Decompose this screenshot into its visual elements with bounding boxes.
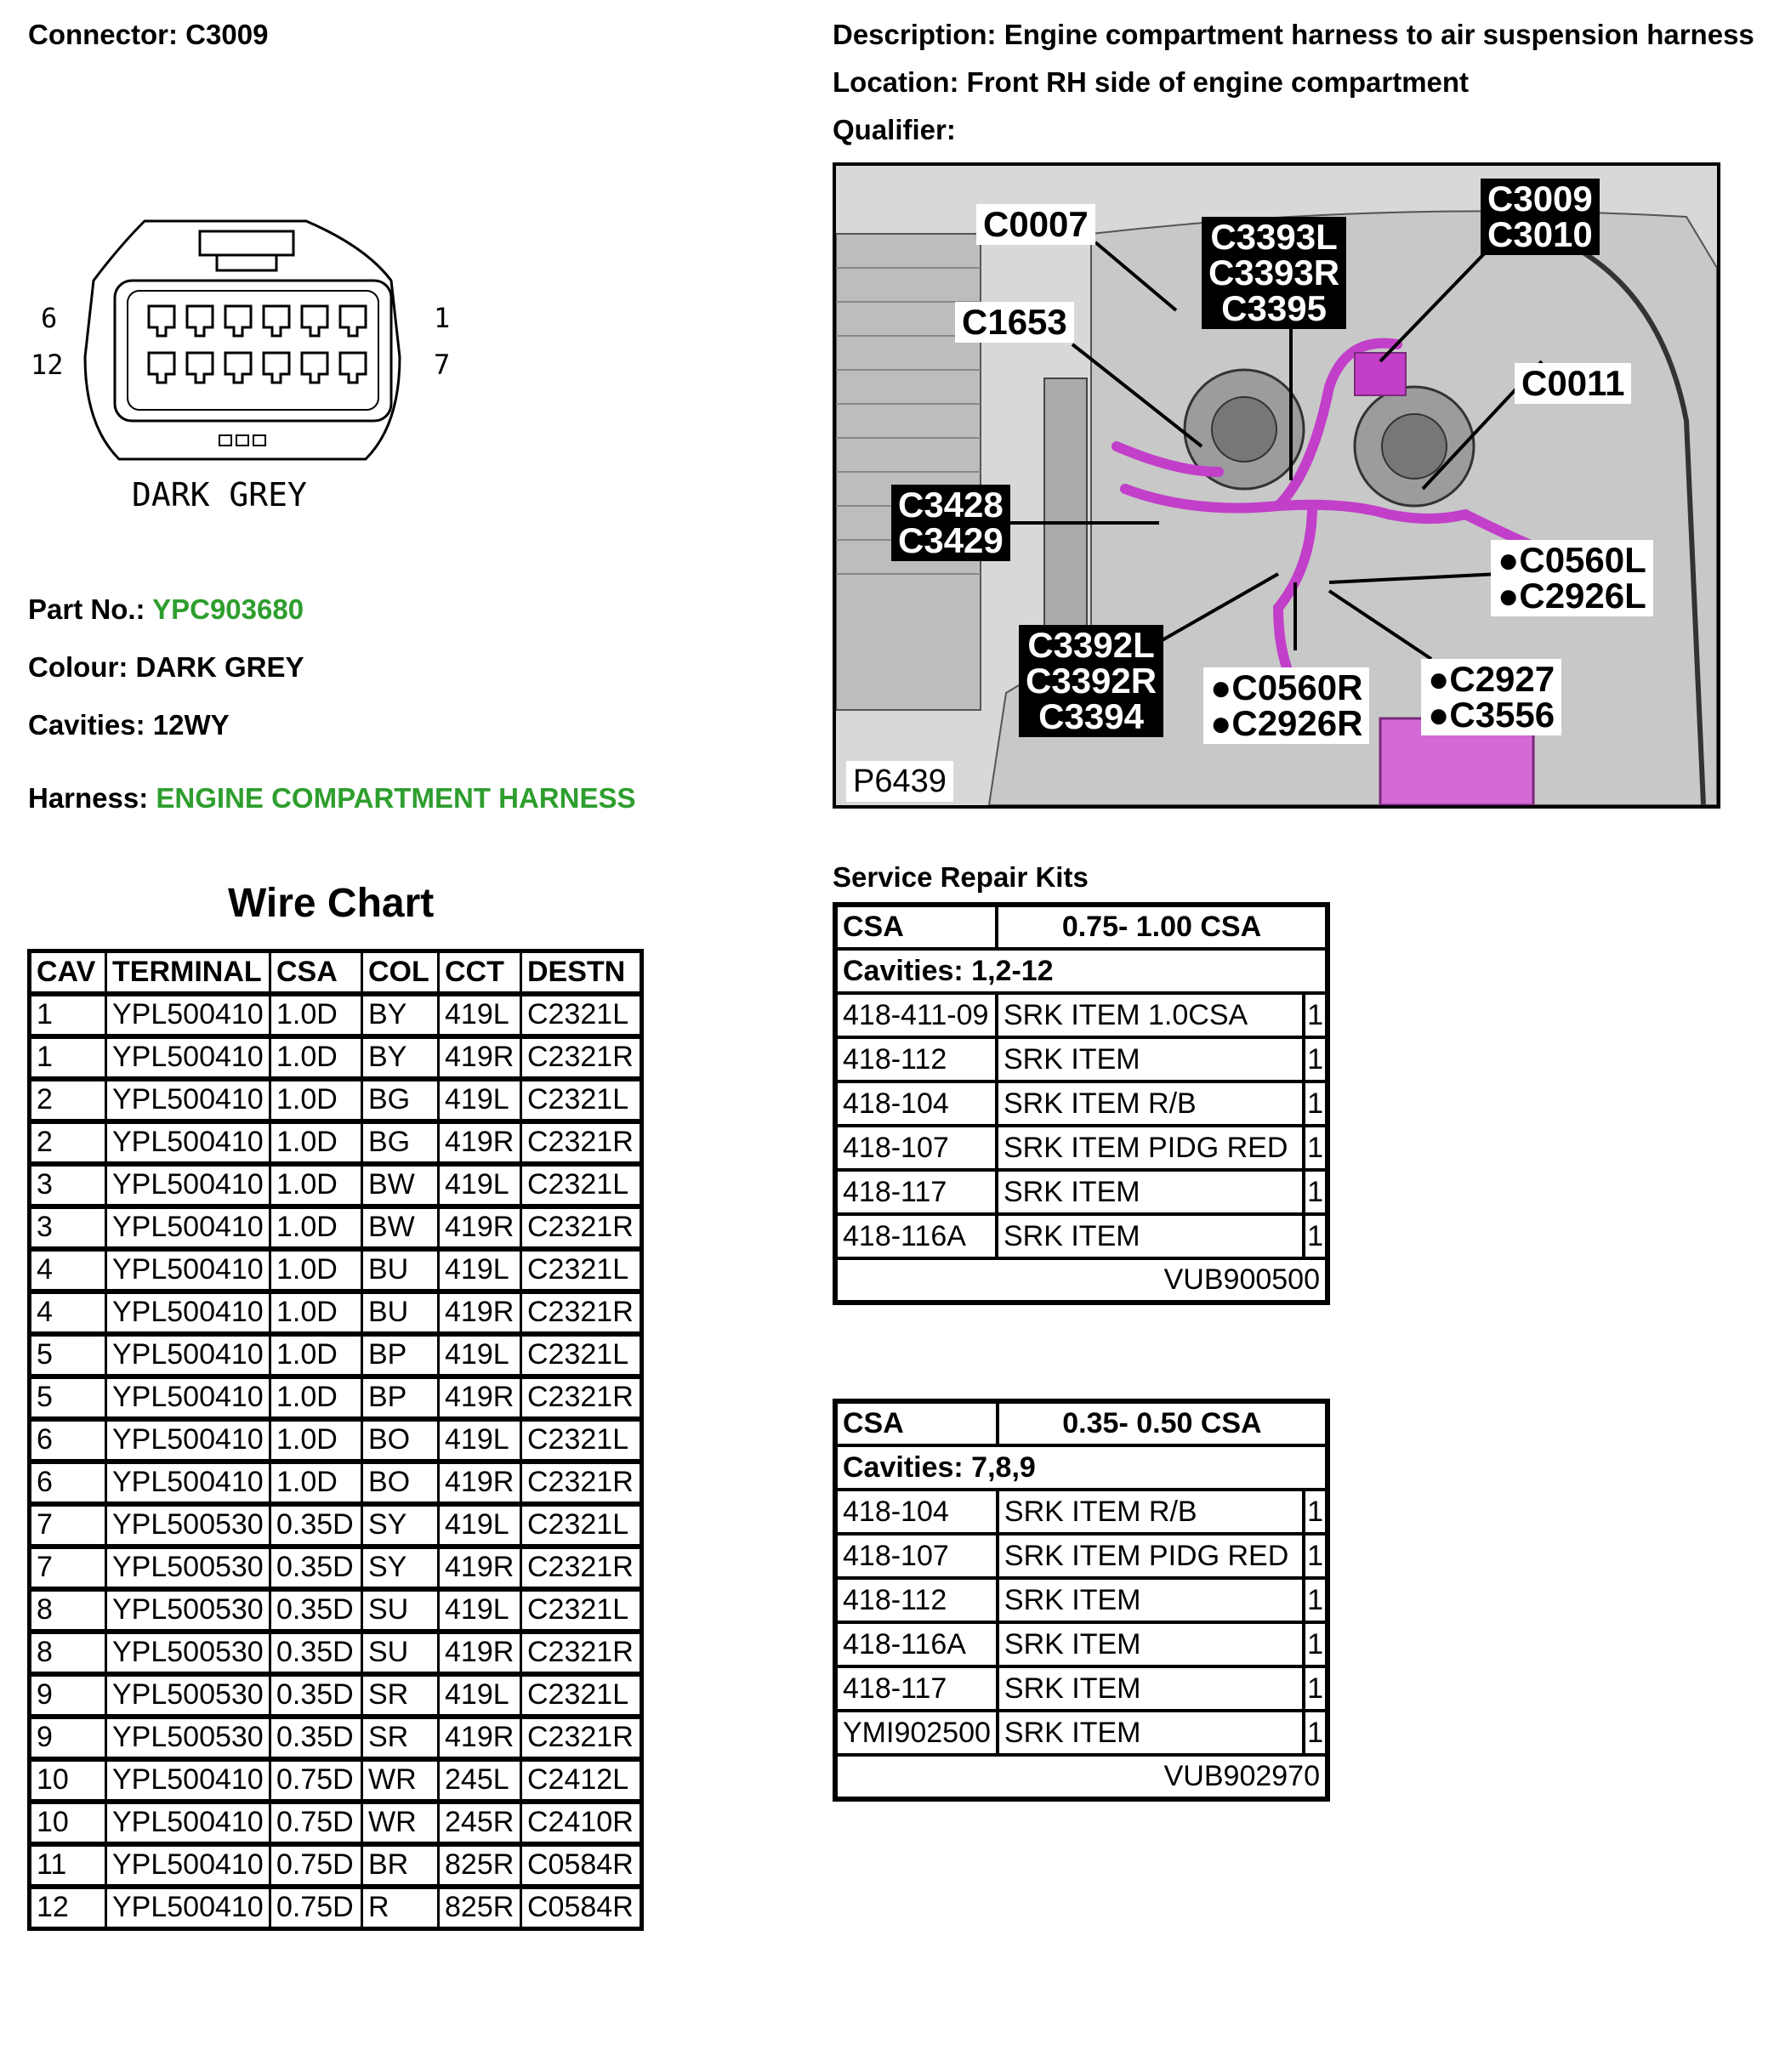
- cell-csa: 1.0D: [270, 1164, 362, 1206]
- cell-terminal: YPL500410: [106, 1887, 270, 1929]
- cell-destn: C2410R: [521, 1802, 642, 1844]
- harness-value[interactable]: ENGINE COMPARTMENT HARNESS: [156, 782, 636, 814]
- pin-label-1: 1: [434, 302, 451, 334]
- cell-csa: 0.75D: [270, 1759, 362, 1802]
- kit-item-qty: 1: [1304, 1711, 1328, 1755]
- qualifier-line: [833, 114, 956, 146]
- kit-item-row: [835, 1214, 1328, 1258]
- cell-destn: C2321R: [521, 1377, 642, 1419]
- callout-c0011: C0011: [1515, 363, 1631, 404]
- cell-cct: 245R: [439, 1802, 521, 1844]
- part-no-line: [28, 593, 304, 626]
- cell-destn: C2321L: [521, 1334, 642, 1377]
- cell-cav: 10: [30, 1802, 106, 1844]
- table-row: [30, 1887, 642, 1929]
- kit-item-part: 418-117: [835, 1170, 997, 1214]
- pin-row-bottom: [149, 353, 366, 383]
- location-label: Location:: [833, 66, 959, 98]
- cell-csa: 1.0D: [270, 1462, 362, 1504]
- cell-terminal: YPL500410: [106, 1164, 270, 1206]
- kit-number-row: [835, 1258, 1328, 1303]
- cell-destn: C2321L: [521, 994, 642, 1036]
- kit-item-row: [835, 1622, 1328, 1666]
- kit-number: VUB900500: [835, 1258, 1328, 1303]
- kit-item-row: [835, 1490, 1328, 1534]
- cell-cct: 419L: [439, 1249, 521, 1291]
- location-value: Front RH side of engine compartment: [966, 66, 1470, 98]
- table-row: [30, 1589, 642, 1632]
- cell-csa: 1.0D: [270, 1377, 362, 1419]
- cell-cav: 3: [30, 1164, 106, 1206]
- kit-item-qty: 1: [1304, 1170, 1328, 1214]
- kit-item-part: 418-116A: [835, 1214, 997, 1258]
- cell-csa: 1.0D: [270, 1036, 362, 1079]
- kit-item-qty: 1: [1304, 1578, 1328, 1622]
- kit-item-qty: 1: [1304, 1214, 1328, 1258]
- cell-col: BU: [362, 1249, 439, 1291]
- cell-col: BU: [362, 1291, 439, 1334]
- cell-terminal: YPL500530: [106, 1632, 270, 1674]
- photo-id: P6439: [846, 761, 953, 802]
- kit-item-part: YMI902500: [835, 1711, 998, 1755]
- cell-terminal: YPL500410: [106, 1206, 270, 1249]
- cell-csa: 1.0D: [270, 994, 362, 1036]
- connector-value: C3009: [185, 19, 269, 50]
- kit-item-desc: SRK ITEM: [997, 1214, 1304, 1258]
- table-row: [30, 1674, 642, 1717]
- cell-cav: 2: [30, 1079, 106, 1121]
- kit-item-part: 418-104: [835, 1081, 997, 1126]
- cell-destn: C2321R: [521, 1291, 642, 1334]
- kit-item-row: [835, 1578, 1328, 1622]
- kit-csa-value: 0.35- 0.50 CSA: [998, 1401, 1328, 1445]
- cell-cct: 825R: [439, 1844, 521, 1887]
- cell-csa: 0.35D: [270, 1717, 362, 1759]
- col-header-csa: CSA: [270, 951, 362, 994]
- kit-cavities: Cavities: 7,8,9: [835, 1445, 1328, 1490]
- wire-chart-title: Wire Chart: [228, 881, 435, 926]
- cavities-label: Cavities:: [28, 709, 145, 741]
- callout-c3392: C3392L C3392R C3394: [1019, 625, 1163, 737]
- cell-destn: C2321R: [521, 1462, 642, 1504]
- kit-csa-value: 0.75- 1.00 CSA: [997, 905, 1328, 949]
- table-row: [30, 1206, 642, 1249]
- cell-cav: 8: [30, 1632, 106, 1674]
- kit-csa-label: CSA: [835, 1401, 998, 1445]
- kit-item-part: 418-104: [835, 1490, 998, 1534]
- col-header-cav: CAV: [30, 951, 106, 994]
- callout-c0560l: ●C0560L ●C2926L: [1491, 540, 1653, 616]
- cell-destn: C0584R: [521, 1887, 642, 1929]
- cell-cct: 825R: [439, 1887, 521, 1929]
- kit-item-qty: 1: [1304, 1126, 1328, 1170]
- kit-item-row: [835, 1037, 1328, 1081]
- kit-item-row: [835, 1170, 1328, 1214]
- cell-cct: 419R: [439, 1632, 521, 1674]
- connector-line: [28, 19, 268, 51]
- table-row: [30, 1632, 642, 1674]
- cell-cct: 419R: [439, 1462, 521, 1504]
- srk-table-1: [833, 902, 1330, 1305]
- cell-terminal: YPL500530: [106, 1504, 270, 1547]
- part-no-value[interactable]: YPC903680: [152, 593, 304, 625]
- cell-col: SY: [362, 1504, 439, 1547]
- cell-col: BO: [362, 1419, 439, 1462]
- cell-csa: 1.0D: [270, 1121, 362, 1164]
- wire-chart-table: [27, 949, 644, 1931]
- cell-col: SU: [362, 1589, 439, 1632]
- kit-cavities-row: [835, 1445, 1328, 1490]
- kit-item-desc: SRK ITEM 1.0CSA: [997, 993, 1304, 1037]
- description-line: [833, 19, 1754, 51]
- kit-item-part: 418-112: [835, 1037, 997, 1081]
- cell-col: SY: [362, 1547, 439, 1589]
- cell-cct: 419R: [439, 1121, 521, 1164]
- cell-destn: C2321R: [521, 1632, 642, 1674]
- cell-destn: C2321L: [521, 1504, 642, 1547]
- kit-header-row: [835, 1401, 1328, 1445]
- location-photo: [833, 162, 1720, 809]
- cell-destn: C2321L: [521, 1164, 642, 1206]
- kit-item-row: [835, 1666, 1328, 1711]
- cavities-value: 12WY: [152, 709, 230, 741]
- cell-destn: C2321R: [521, 1121, 642, 1164]
- cell-col: BW: [362, 1206, 439, 1249]
- cell-col: SU: [362, 1632, 439, 1674]
- callout-c3393: C3393L C3393R C3395: [1202, 217, 1346, 329]
- cell-terminal: YPL500410: [106, 1377, 270, 1419]
- table-row: [30, 1291, 642, 1334]
- location-line: [833, 66, 1469, 99]
- kit-item-qty: 1: [1304, 1534, 1328, 1578]
- cell-cav: 7: [30, 1547, 106, 1589]
- cell-cav: 10: [30, 1759, 106, 1802]
- cell-destn: C2321L: [521, 1674, 642, 1717]
- harness-label: Harness:: [28, 782, 149, 814]
- kit-item-qty: 1: [1304, 1037, 1328, 1081]
- cell-csa: 1.0D: [270, 1079, 362, 1121]
- cell-terminal: YPL500410: [106, 1249, 270, 1291]
- cell-col: BP: [362, 1377, 439, 1419]
- cell-terminal: YPL500410: [106, 1462, 270, 1504]
- table-row: [30, 994, 642, 1036]
- kit-item-row: [835, 993, 1328, 1037]
- cell-cct: 419L: [439, 1674, 521, 1717]
- kit-item-part: 418-116A: [835, 1622, 998, 1666]
- kit-item-part: 418-112: [835, 1578, 998, 1622]
- col-header-terminal: TERMINAL: [106, 951, 270, 994]
- kit-number-row: [835, 1755, 1328, 1799]
- kit-item-qty: 1: [1304, 1490, 1328, 1534]
- cell-cav: 3: [30, 1206, 106, 1249]
- cell-cav: 8: [30, 1589, 106, 1632]
- cell-terminal: YPL500530: [106, 1674, 270, 1717]
- cell-terminal: YPL500410: [106, 1844, 270, 1887]
- table-row: [30, 1504, 642, 1547]
- cell-cav: 2: [30, 1121, 106, 1164]
- cell-cav: 6: [30, 1462, 106, 1504]
- kit-item-qty: 1: [1304, 1622, 1328, 1666]
- cell-csa: 0.75D: [270, 1887, 362, 1929]
- cell-csa: 0.35D: [270, 1632, 362, 1674]
- kit-item-desc: SRK ITEM PIDG RED: [997, 1126, 1304, 1170]
- cell-csa: 0.35D: [270, 1674, 362, 1717]
- pin-row-top: [149, 306, 366, 336]
- cell-terminal: YPL500530: [106, 1589, 270, 1632]
- kit-item-desc: SRK ITEM PIDG RED: [998, 1534, 1304, 1578]
- cell-csa: 1.0D: [270, 1206, 362, 1249]
- cell-cav: 4: [30, 1291, 106, 1334]
- cell-csa: 0.75D: [270, 1802, 362, 1844]
- kit-item-row: [835, 1081, 1328, 1126]
- cell-col: WR: [362, 1802, 439, 1844]
- cell-cct: 419L: [439, 1419, 521, 1462]
- connector-drawing: [26, 213, 468, 536]
- kit-csa-label: CSA: [835, 905, 997, 949]
- table-row: [30, 1547, 642, 1589]
- cell-destn: C2412L: [521, 1759, 642, 1802]
- table-row: [30, 1377, 642, 1419]
- cell-cct: 419R: [439, 1377, 521, 1419]
- cell-cav: 5: [30, 1377, 106, 1419]
- cell-terminal: YPL500410: [106, 1079, 270, 1121]
- cell-destn: C2321L: [521, 1589, 642, 1632]
- kit-item-qty: 1: [1304, 993, 1328, 1037]
- qualifier-label: Qualifier:: [833, 114, 956, 145]
- kit-item-desc: SRK ITEM: [998, 1666, 1304, 1711]
- pin-label-7: 7: [434, 349, 451, 381]
- table-row: [30, 1844, 642, 1887]
- cell-col: BO: [362, 1462, 439, 1504]
- col-header-destn: DESTN: [521, 951, 642, 994]
- kit-item-part: 418-107: [835, 1126, 997, 1170]
- cell-cav: 1: [30, 1036, 106, 1079]
- kit-item-desc: SRK ITEM: [997, 1037, 1304, 1081]
- pin-label-12: 12: [31, 349, 64, 381]
- col-header-col: COL: [362, 951, 439, 994]
- table-row: [30, 1334, 642, 1377]
- cell-cct: 419L: [439, 1504, 521, 1547]
- cell-col: BG: [362, 1121, 439, 1164]
- kit-cavities: Cavities: 1,2-12: [835, 949, 1328, 993]
- srk-title: Service Repair Kits: [833, 861, 1089, 893]
- wire-chart-header-row: [30, 951, 642, 994]
- cell-cav: 5: [30, 1334, 106, 1377]
- colour-line: [28, 651, 304, 684]
- cell-csa: 1.0D: [270, 1291, 362, 1334]
- callout-c1653: C1653: [955, 302, 1074, 343]
- callout-c0560r: ●C0560R ●C2926R: [1203, 667, 1369, 744]
- cell-cct: 419R: [439, 1717, 521, 1759]
- kit-item-qty: 1: [1304, 1666, 1328, 1711]
- cell-cav: 12: [30, 1887, 106, 1929]
- cell-col: BP: [362, 1334, 439, 1377]
- wire-chart-body: [30, 994, 642, 1929]
- table-row: [30, 1249, 642, 1291]
- cell-col: BY: [362, 994, 439, 1036]
- cell-cav: 11: [30, 1844, 106, 1887]
- cell-destn: C0584R: [521, 1844, 642, 1887]
- connector-label: Connector:: [28, 19, 178, 50]
- callout-c2927: ●C2927 ●C3556: [1421, 659, 1561, 735]
- kit-item-desc: SRK ITEM R/B: [998, 1490, 1304, 1534]
- cell-destn: C2321R: [521, 1036, 642, 1079]
- cell-col: BG: [362, 1079, 439, 1121]
- cell-terminal: YPL500410: [106, 1121, 270, 1164]
- cell-cav: 9: [30, 1674, 106, 1717]
- cell-cct: 419R: [439, 1206, 521, 1249]
- kit-number: VUB902970: [835, 1755, 1328, 1799]
- cell-destn: C2321L: [521, 1249, 642, 1291]
- cell-col: BR: [362, 1844, 439, 1887]
- cell-csa: 1.0D: [270, 1334, 362, 1377]
- cavities-line: [28, 709, 230, 741]
- kit-item-row: [835, 1711, 1328, 1755]
- cell-csa: 1.0D: [270, 1249, 362, 1291]
- cell-destn: C2321R: [521, 1717, 642, 1759]
- description-value: Engine compartment harness to air suspension harness: [1004, 19, 1754, 50]
- kit-item-row: [835, 1126, 1328, 1170]
- cell-terminal: YPL500410: [106, 1036, 270, 1079]
- cell-csa: 0.75D: [270, 1844, 362, 1887]
- cell-cct: 419L: [439, 1079, 521, 1121]
- cell-terminal: YPL500410: [106, 994, 270, 1036]
- part-no-label: Part No.:: [28, 593, 145, 625]
- description-label: Description:: [833, 19, 997, 50]
- cell-destn: C2321L: [521, 1419, 642, 1462]
- cell-cct: 419L: [439, 1589, 521, 1632]
- col-header-cct: CCT: [439, 951, 521, 994]
- cell-destn: C2321R: [521, 1206, 642, 1249]
- srk-table-2: [833, 1399, 1330, 1802]
- table-row: [30, 1759, 642, 1802]
- drawing-caption: DARK GREY: [132, 476, 307, 514]
- table-row: [30, 1419, 642, 1462]
- table-row: [30, 1462, 642, 1504]
- cell-col: SR: [362, 1674, 439, 1717]
- table-row: [30, 1121, 642, 1164]
- cell-cct: 419R: [439, 1036, 521, 1079]
- colour-value: DARK GREY: [135, 651, 304, 683]
- cell-csa: 0.35D: [270, 1589, 362, 1632]
- cell-terminal: YPL500410: [106, 1291, 270, 1334]
- table-row: [30, 1802, 642, 1844]
- cell-col: WR: [362, 1759, 439, 1802]
- kit-header-row: [835, 905, 1328, 949]
- kit-item-desc: SRK ITEM: [998, 1711, 1304, 1755]
- cell-cav: 9: [30, 1717, 106, 1759]
- cell-cav: 4: [30, 1249, 106, 1291]
- cell-destn: C2321R: [521, 1547, 642, 1589]
- cell-cct: 419R: [439, 1547, 521, 1589]
- table-row: [30, 1717, 642, 1759]
- cell-terminal: YPL500410: [106, 1802, 270, 1844]
- cell-terminal: YPL500530: [106, 1717, 270, 1759]
- kit-item-row: [835, 1534, 1328, 1578]
- cell-destn: C2321L: [521, 1079, 642, 1121]
- callout-c3428: C3428 C3429: [891, 485, 1010, 561]
- cell-col: BY: [362, 1036, 439, 1079]
- pin-label-6: 6: [41, 302, 58, 334]
- cell-col: BW: [362, 1164, 439, 1206]
- kit-item-qty: 1: [1304, 1081, 1328, 1126]
- cell-cav: 1: [30, 994, 106, 1036]
- cell-cct: 419L: [439, 1334, 521, 1377]
- cell-cct: 419L: [439, 994, 521, 1036]
- cell-cct: 419L: [439, 1164, 521, 1206]
- cell-terminal: YPL500410: [106, 1759, 270, 1802]
- cell-cct: 419R: [439, 1291, 521, 1334]
- kit-item-part: 418-411-09: [835, 993, 997, 1037]
- kit-item-part: 418-117: [835, 1666, 998, 1711]
- kit-cavities-row: [835, 949, 1328, 993]
- kit-item-part: 418-107: [835, 1534, 998, 1578]
- kit-item-desc: SRK ITEM: [998, 1622, 1304, 1666]
- table-row: [30, 1079, 642, 1121]
- cell-cav: 6: [30, 1419, 106, 1462]
- cell-col: R: [362, 1887, 439, 1929]
- harness-line: [28, 782, 635, 815]
- cell-csa: 0.35D: [270, 1504, 362, 1547]
- table-row: [30, 1164, 642, 1206]
- kit-item-desc: SRK ITEM: [998, 1578, 1304, 1622]
- cell-cav: 7: [30, 1504, 106, 1547]
- cell-terminal: YPL500410: [106, 1334, 270, 1377]
- cell-csa: 0.35D: [270, 1547, 362, 1589]
- kit-item-desc: SRK ITEM R/B: [997, 1081, 1304, 1126]
- connector-face-svg: [26, 213, 468, 536]
- cell-col: SR: [362, 1717, 439, 1759]
- table-row: [30, 1036, 642, 1079]
- cell-terminal: YPL500410: [106, 1419, 270, 1462]
- colour-label: Colour:: [28, 651, 128, 683]
- callout-c0007: C0007: [976, 204, 1095, 245]
- kit-item-desc: SRK ITEM: [997, 1170, 1304, 1214]
- callout-c3009: C3009 C3010: [1481, 179, 1600, 255]
- cell-csa: 1.0D: [270, 1419, 362, 1462]
- cell-terminal: YPL500530: [106, 1547, 270, 1589]
- cell-cct: 245L: [439, 1759, 521, 1802]
